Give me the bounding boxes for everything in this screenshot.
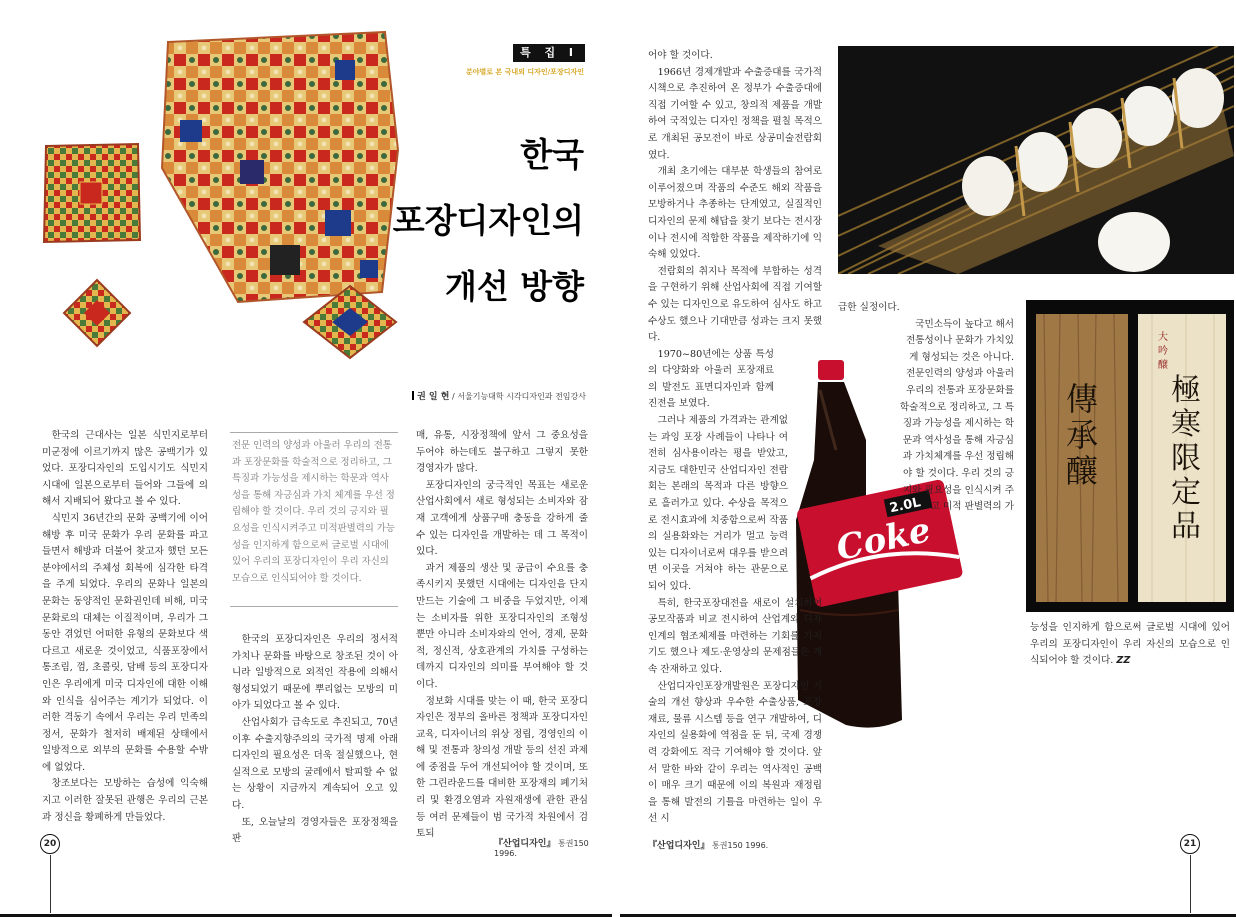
paragraph: 정보화 시대를 맞는 이 때, 한국 포장디자인은 정부의 올바른 정책과 포장디자인 교육, 디자이너의 위상 정립, 경영인의 이해 및 전통과 창의성 개발 등의 선진 과제에 중점을 두어 개선되어야 할 것이며, 또한 그린라운드를 대비한 포장재의 폐기처리 및 환경오염과 자원재생에 관한 관심 등 여러 문제들이 범 국가적 차원에서 검토되 — [416, 695, 588, 840]
title-line-2: 포장디자인의 — [392, 201, 584, 240]
series-subtitle: 분야별로 본 국내외 디자인/포장디자인 — [465, 68, 584, 76]
series-badge: 특 집 I — [513, 44, 585, 62]
article-title — [393, 122, 584, 320]
end-mark-icon: ZZ — [1116, 655, 1131, 667]
right-page — [620, 0, 1236, 917]
left-page — [0, 0, 612, 917]
paragraph: 한국의 근대사는 일본 식민지로부터 미군정에 이르기까지 많은 공백기가 있었다. 포장디자인의 도입시기도 식민지 시대에 일본으로부터 들어와 그들에 의해서 지배되어 왔다고 볼 수 있다. — [42, 430, 208, 508]
paragraph: 창조보다는 모방하는 습성에 익숙해지고 이러한 잘못된 관행은 우리의 근본과 정신을 황폐하게 만들었다. — [42, 778, 208, 823]
straw-egg-wrap-image — [838, 46, 1234, 274]
sake-bottles-image — [1026, 300, 1234, 612]
bojagi-small-image-1 — [42, 142, 142, 246]
author-name: 권 일 현 — [417, 392, 450, 402]
paragraph: 또, 오늘날의 경영자들은 포장정책을 판 — [232, 816, 398, 845]
paragraph: 산업디자인포장개발원은 포장디자인 기술의 개선 향상과 우수한 수출상품, 포장재료, 물류 시스템 등을 연구 개발하여, 디자인의 실용화에 역점을 둔 뒤, 국제 경쟁력 강화에도 적극 기여해야 할 것이다. 앞서 말한 바와 같이 우리는 역사적인 공백이 매우 크기 때문에 이의 복원과 재정립을 통해 발전의 기틀을 마련하는 일이 우선 시 — [648, 680, 822, 825]
pullquote-bottom-rule — [230, 606, 398, 607]
issue-info — [494, 836, 612, 858]
coke-logo: Coke — [832, 510, 935, 569]
bojagi-small-image-3 — [302, 284, 398, 360]
bottle-calligraphy-1: 傳承釀 — [1065, 380, 1099, 490]
issue-number: 통권150 1996. — [494, 839, 589, 858]
paragraph: 과거 제품의 생산 및 공급이 수요를 충족시키지 못했던 시대에는 디자인을 단지 만드는 기술에 그 비중을 두었지만, 이제는 소비자를 위한 포장디자인의 조형성 뿐만 아니라 소비자와의 언어, 경제, 문화적, 정신적, 상호관계의 가치를 구성하는데까지 디자인의 의미를 부여해야 할 것이다. — [416, 562, 588, 690]
right-column-3 — [1030, 620, 1230, 670]
coke-size-label: 2.0L — [888, 495, 923, 517]
author-line — [412, 389, 586, 402]
paragraph: 그러나 제품의 가격과는 관계없는 과잉 포장 사례들이 나타나 여전히 심사용이라는 평을 받았고, 지금도 대한민국 산업디자인 전람회는 본래의 목적과 다른 방향으로 흘러가고 있다. 수상을 목적으로 전시효과에 치중함으로써 작품의 실용화와는 거리가 멀고 능력있는 디자이너로써 대우를 받으려면 이곳을 거쳐야 하는 관문으로 되어 있다. — [648, 415, 788, 592]
bottle-calligraphy-2: 極寒限定品 — [1171, 373, 1201, 544]
left-column-2 — [232, 632, 398, 848]
bottle-brand-label: 大吟醸 — [1158, 332, 1168, 371]
author-bar-mark — [412, 391, 414, 400]
pullquote-box — [232, 438, 396, 587]
paragraph: 한국의 포장디자인은 우리의 정서적 가치나 문화를 바탕으로 창조된 것이 아니라 일방적으로 외적인 작용에 의해서 형성되었기 때문에 뿌리없는 모방의 미아가 되었다고 볼 수 있다. — [232, 634, 398, 712]
right-column-1 — [648, 48, 822, 828]
left-column-3 — [416, 428, 588, 843]
paragraph: 특히, 한국포장대전을 새로이 설치하여 공모작품과 비교 전시하여 산업계와 디자인계의 협조체제를 마련하는 기회를 가지기도 했으나 제도·운영상의 문제점들은 계속 잔재하고 있다. — [648, 597, 822, 675]
paragraph: 포장디자인의 궁극적인 목표는 새로운 산업사회에서 새로 형성되는 소비자와 잠재 고객에게 상품구매 충동을 강하게 줄 수 있는 디자인을 개발하는 데 그 목적이 있다. — [416, 479, 588, 558]
folio-stem — [1190, 855, 1191, 913]
bojagi-large-image — [150, 30, 410, 310]
paragraph: 매, 유통, 시장정책에 앞서 그 중요성을 두어야 하는데도 불구하고 그렇지 못한 경영자가 많다. — [416, 430, 588, 475]
title-line-3: 개선 방향 — [444, 267, 584, 306]
issue-info — [648, 838, 768, 851]
paragraph: 어야 할 것이다. — [648, 50, 713, 61]
paragraph-text: 능성을 인지하게 함으로써 글로벌 시대에 있어 우리의 포장디자인이 우리 자신의 모습으로 인식되어야 할 것이다. — [1030, 622, 1230, 667]
author-affiliation: / 서울기능대학 시각디자인과 전임강사 — [452, 392, 586, 401]
journal-name: 『산업디자인』 — [648, 841, 710, 851]
paragraph — [1030, 620, 1230, 670]
paragraph: 국민소득이 높다고 해서 전통성이나 문화가 가치있게 형성되는 것은 아니다. 전문인력의 양성과 아울러 우리의 전통과 포장문화를 학술적으로 정리하고, 그 특징과 가능성을 제시하는 학문과 역사성을 통해 자긍심과 가치체계를 우선 정립해야 할 것이다. 우리 것의 긍지와 필요성을 인식시켜 주고 미적 판별력의 가 — [899, 318, 1014, 513]
paragraph: 개최 초기에는 대부분 학생들의 참여로 이루어졌으며 작품의 수준도 해외 작품을 모방하거나 추종하는 단계였고, 실질적인 디자인의 문제 해답을 찾기 보다는 전시장이나 전시에 적합한 작품을 제작하기에 익숙해 있었다. — [648, 166, 822, 261]
page-number: 20 — [40, 834, 60, 854]
folio-stem — [50, 855, 51, 913]
paragraph: 급한 실정이다. — [838, 302, 900, 313]
pullquote-text: 전문 인력의 양성과 아울러 우리의 전통과 포장문화를 학술적으로 정리하고, 그 특징과 가능성을 제시하는 학문과 역사성을 통해 자긍심과 가치 체계를 우선 정립해야 할 것이다. 우리 것의 긍지와 필요성을 인식시켜주고 미적판별력의 가능성을 인지하게 함으로써 글로벌 시대에 있어 우리의 포장디자인이 우리 자신의 모습으로 인식되어야 할 것이다. — [232, 440, 395, 584]
paragraph: 1966년 경제개발과 수출증대를 국가적 시책으로 추진하여 온 정부가 수출증대에 직접 기여할 수 있고, 창의적 제품을 개발하여 국적있는 디자인 정책을 펼칠 목적으로 개최된 공모전이 바로 상공미술전람회였다. — [648, 66, 822, 161]
right-column-2 — [838, 300, 1014, 516]
title-line-1: 한국 — [520, 135, 584, 174]
paragraph: 전람회의 취지나 목적에 부합하는 성격을 구현하기 위해 산업사회에 직접 기여할 수 있는 디자인으로 유도하여 심사도 하고 수상도 했으나 기대만큼 성과는 크지 못했다. — [648, 265, 822, 344]
left-column-1 — [42, 428, 208, 826]
issue-number: 통권150 1996. — [709, 841, 769, 850]
journal-name: 『산업디자인』 — [494, 839, 556, 849]
bojagi-small-image-2 — [62, 278, 132, 348]
paragraph: 산업사회가 급속도로 추진되고, 70년 이후 수출지향주의의 국가적 명제 아래 디자인의 필요성은 더욱 절실했으나, 현실적으로 모방의 굴레에서 탈피할 수 없는 상황이 지금까지 계속되어 오고 있다. — [232, 716, 398, 811]
page-number: 21 — [1180, 834, 1200, 854]
pullquote-top-rule — [230, 432, 398, 433]
paragraph: 1970~80년에는 상품 특성의 다양화와 아울러 포장재료의 발전도 표면디자인과 함께 진전을 보였다. — [648, 348, 774, 410]
paragraph: 식민지 36년간의 문화 공백기에 이어 해방 후 미국 문화가 우리 문화를 파고 들면서 해방과 더불어 찾고자 했던 모든 분야에서의 주체성 회복에 심각한 타격을 주게 되었다. 우리의 문화나 일본의 문화는 동양적인 문화권인데 비해, 미국 문화로의 대체는 이질적이며, 우리가 그 동안 겪었던 어떠한 유형의 문화보다 색다르고 새로운 것이었고, 식품포장에서 통조림, 껌, 초콜릿, 담배 등의 포장디자인은 우리에게 미국 디자인에 대한 이해와 인식을 심어주는 계기가 되었다. 이러한 격동기 속에서 우리는 우리 민족의 정서, 문화가 철저히 배제된 상태에서 일방적으로 외부의 문화를 수용할 수밖에 없었다. — [42, 512, 208, 773]
